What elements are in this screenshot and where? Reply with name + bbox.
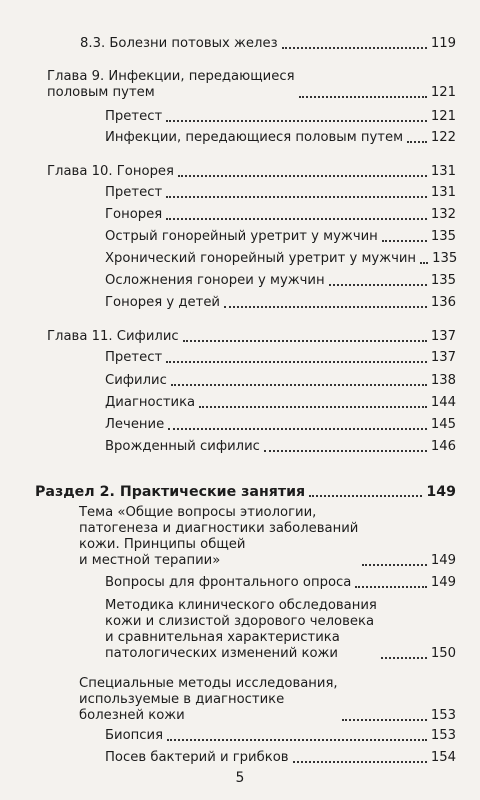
- leader-dots: [167, 739, 427, 741]
- leader-dots: [355, 586, 426, 588]
- leader-dots: [166, 361, 427, 363]
- toc-entry-pretest: [105, 109, 456, 125]
- toc-entry-treatment: [105, 417, 456, 433]
- toc-entry-frontal-questions: [105, 575, 456, 591]
- toc-entry-title: Тема «Общие вопросы этиологии, патогенеза и диагностики заболеваний кожи. Принципы общей и местной терапии»: [79, 505, 359, 568]
- toc-entry-title: Диагностика: [105, 395, 196, 410]
- toc-entry-title: Острый гонорейный уретрит у мужчин: [105, 229, 378, 244]
- toc-entry-page: 149: [430, 575, 456, 590]
- toc-entry-page: 132: [430, 207, 456, 222]
- toc-entry-page: 144: [430, 395, 456, 410]
- toc-entry-chapter-10: [47, 164, 456, 180]
- toc-entry-chronic-urethritis: [105, 251, 456, 267]
- toc-entry-page: 137: [430, 350, 456, 365]
- toc-entry-page: 153: [430, 708, 456, 723]
- toc-entry-diagnostics: [105, 395, 456, 411]
- toc-entry-title: Претест: [105, 109, 163, 124]
- toc-entry-title: Глава 9. Инфекции, передающиеся половым путем: [47, 69, 295, 100]
- toc-entry-page: 122: [430, 130, 456, 145]
- toc-entry-title: Специальные методы исследования, используемые в диагностике болезней кожи: [79, 676, 338, 723]
- toc-entry-chapter-11: [47, 329, 456, 345]
- toc-entry-page: 136: [430, 295, 456, 310]
- leader-dots: [293, 761, 427, 763]
- toc-entry-title: Претест: [105, 185, 163, 200]
- leader-dots: [183, 340, 427, 342]
- toc-entry-page: 149: [430, 553, 456, 568]
- leader-dots: [171, 384, 427, 386]
- leader-dots: [299, 96, 427, 98]
- toc-entry-syphilis: [105, 373, 456, 389]
- leader-dots: [168, 428, 427, 430]
- toc-entry-page: 135: [432, 251, 458, 266]
- leader-dots: [264, 450, 427, 452]
- leader-dots: [224, 306, 427, 308]
- toc-entry-title: Осложнения гонореи у мужчин: [105, 273, 325, 288]
- leader-dots: [420, 262, 428, 264]
- toc-entry-page: 150: [430, 646, 456, 661]
- toc-entry-acute-urethritis: [105, 229, 456, 245]
- toc-entry-title: Глава 10. Гонорея: [47, 164, 174, 179]
- toc-entry-pretest: [105, 185, 456, 201]
- toc-entry-title: Врожденный сифилис: [105, 439, 260, 454]
- toc-entry-title: Хронический гонорейный уретрит у мужчин: [105, 251, 417, 266]
- toc-entry-title: Методика клинического обследования кожи и слизистой здорового человека и сравнительная характеристика патологических изменений кожи: [105, 598, 377, 661]
- leader-dots: [382, 240, 427, 242]
- toc-entry-biopsy: [105, 728, 456, 744]
- toc-entry-page: 135: [430, 229, 456, 244]
- toc-entry-topic-general: [79, 505, 456, 569]
- toc-entry-8-3: [80, 36, 456, 52]
- toc-entry-page: 149: [426, 484, 456, 500]
- leader-dots: [166, 218, 427, 220]
- toc-entry-page: 135: [430, 273, 456, 288]
- toc-entry-section-2: [35, 484, 456, 500]
- toc-entry-pretest: [105, 350, 456, 366]
- toc-entry-complications: [105, 273, 456, 289]
- toc-entry-page: 153: [430, 728, 456, 743]
- toc-entry-title: Лечение: [105, 417, 165, 432]
- leader-dots: [329, 284, 427, 286]
- leader-dots: [166, 120, 427, 122]
- leader-dots: [199, 406, 427, 408]
- toc-entry-page: 121: [430, 85, 456, 100]
- toc-entry-page: 146: [430, 439, 456, 454]
- toc-entry-title: Претест: [105, 350, 163, 365]
- leader-dots: [166, 196, 427, 198]
- toc-entry-gonorrhea: [105, 207, 456, 223]
- toc-entry-page: 131: [430, 164, 456, 179]
- leader-dots: [362, 564, 426, 566]
- toc-entry-title: 8.3. Болезни потовых желез: [80, 36, 278, 51]
- toc-entry-title: Гонорея у детей: [105, 295, 221, 310]
- toc-entry-title: Вопросы для фронтального опроса: [105, 575, 352, 590]
- toc-entry-special-methods: [79, 676, 456, 724]
- toc-entry-page: 121: [430, 109, 456, 124]
- leader-dots: [342, 719, 427, 721]
- leader-dots: [282, 47, 427, 49]
- leader-dots: [178, 175, 427, 177]
- toc-entry-title: Раздел 2. Практические занятия: [35, 484, 306, 500]
- toc-entry-congenital: [105, 439, 456, 455]
- toc-entry-title: Инфекции, передающиеся половым путем: [105, 130, 404, 145]
- toc-entry-title: Биопсия: [105, 728, 164, 743]
- leader-dots: [309, 495, 422, 497]
- leader-dots: [381, 657, 427, 659]
- toc-entry-title: Глава 11. Сифилис: [47, 329, 179, 344]
- toc-entry-page: 138: [430, 373, 456, 388]
- leader-dots: [407, 141, 427, 143]
- toc-entry-page: 131: [430, 185, 456, 200]
- toc-entry-children: [105, 295, 456, 311]
- page-number: 5: [235, 770, 245, 786]
- toc-entry-page: 145: [430, 417, 456, 432]
- toc-entry-page: 154: [430, 750, 456, 765]
- toc-entry-culture: [105, 750, 456, 766]
- toc-entry-chapter-9: [47, 69, 456, 101]
- toc-entry-sti: [105, 130, 456, 146]
- toc-entry-title: Гонорея: [105, 207, 163, 222]
- toc-entry-title: Посев бактерий и грибков: [105, 750, 289, 765]
- toc-entry-page: 137: [430, 329, 456, 344]
- toc-entry-examination-method: [105, 598, 456, 662]
- toc-entry-title: Сифилис: [105, 373, 167, 388]
- toc-entry-page: 119: [430, 36, 456, 51]
